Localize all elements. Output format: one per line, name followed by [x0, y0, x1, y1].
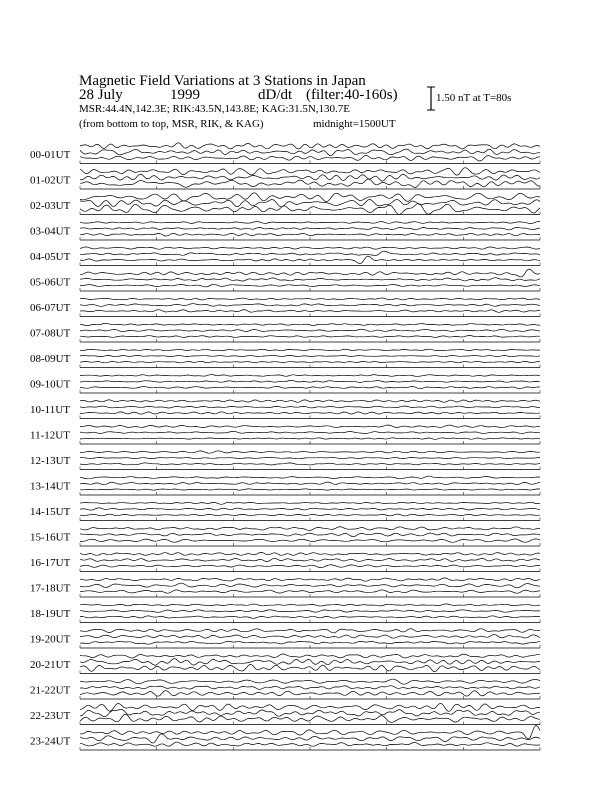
row-label: 20-21UT	[30, 659, 71, 671]
row-label: 09-10UT	[30, 378, 71, 391]
row-label: 15-16UT	[30, 531, 71, 544]
station-trace-RIK	[80, 482, 540, 485]
station-trace-KAG	[80, 400, 540, 402]
row-label: 13-14UT	[30, 480, 71, 493]
row-label: 16-17UT	[30, 557, 71, 569]
station-trace-KAG	[80, 703, 540, 711]
station-trace-MSR	[80, 233, 540, 236]
station-trace-KAG	[80, 143, 540, 149]
station-trace-KAG	[80, 476, 540, 479]
station-trace-KAG	[80, 552, 540, 555]
station-trace-KAG	[80, 349, 540, 351]
station-trace-RIK	[80, 610, 540, 613]
station-trace-MSR	[80, 742, 540, 746]
station-trace-RIK	[80, 431, 540, 433]
station-trace-KAG	[80, 578, 540, 581]
station-trace-MSR	[80, 691, 540, 697]
traces-layer	[80, 143, 540, 747]
station-trace-MSR	[80, 565, 540, 568]
station-trace-KAG	[80, 502, 540, 504]
row-label: 01-02UT	[30, 174, 71, 187]
row-label: 18-19UT	[30, 608, 71, 620]
station-trace-RIK	[80, 457, 540, 458]
row-label: 14-15UT	[30, 506, 71, 518]
station-trace-KAG	[80, 425, 540, 428]
station-trace-RIK	[80, 734, 540, 743]
row-label: 00-01UT	[30, 149, 71, 161]
station-trace-RIK	[80, 304, 540, 307]
station-trace-RIK	[80, 199, 540, 206]
station-trace-RIK	[80, 251, 540, 255]
station-trace-RIK	[80, 174, 540, 181]
row-label: 17-18UT	[30, 582, 71, 595]
chart-title: Magnetic Field Variations at 3 Stations in Japan	[79, 73, 366, 89]
station-trace-RIK	[80, 406, 540, 408]
station-trace-MSR	[80, 590, 540, 593]
row-label: 07-08UT	[30, 327, 71, 340]
station-trace-MSR	[80, 336, 540, 338]
station-trace-KAG	[80, 654, 540, 658]
station-trace-RIK	[80, 149, 540, 156]
station-trace-RIK	[80, 583, 540, 588]
station-trace-MSR	[80, 514, 540, 516]
station-trace-MSR	[80, 438, 540, 440]
station-trace-KAG	[80, 375, 540, 377]
station-trace-KAG	[80, 168, 540, 175]
row-label: 04-05UT	[30, 251, 71, 263]
midnight-note: midnight=1500UT	[313, 118, 396, 130]
chart-date: 28 July	[79, 87, 123, 103]
row-label: 21-22UT	[30, 684, 71, 697]
station-trace-RIK	[80, 635, 540, 639]
row-label: 11-12UT	[30, 429, 70, 442]
station-trace-KAG	[80, 269, 540, 277]
row-label: 23-24UT	[30, 735, 71, 748]
station-trace-KAG	[80, 725, 540, 739]
filter-label: (filter:40-160s)	[306, 87, 398, 103]
station-trace-MSR	[80, 361, 540, 363]
station-trace-RIK	[80, 709, 540, 716]
chart-year: 1999	[170, 87, 200, 103]
station-trace-RIK	[80, 508, 540, 510]
station-trace-KAG	[80, 679, 540, 684]
station-trace-RIK	[80, 558, 540, 561]
row-label: 12-13UT	[30, 455, 71, 467]
station-trace-KAG	[80, 247, 540, 249]
station-trace-RIK	[80, 686, 540, 690]
row-label: 22-23UT	[30, 710, 71, 722]
station-trace-KAG	[80, 629, 540, 633]
row-label: 06-07UT	[30, 302, 71, 314]
station-trace-MSR	[80, 539, 540, 542]
station-trace-KAG	[80, 298, 540, 300]
row-label: 08-09UT	[30, 353, 71, 365]
station-trace-RIK	[80, 355, 540, 356]
scale-bar	[427, 87, 435, 110]
station-trace-MSR	[80, 412, 540, 414]
station-trace-RIK	[80, 278, 540, 281]
station-trace-MSR	[80, 284, 540, 287]
station-trace-KAG	[80, 604, 540, 606]
station-trace-MSR	[80, 489, 540, 490]
station-trace-MSR	[80, 616, 540, 619]
station-trace-RIK	[80, 659, 540, 666]
station-trace-KAG	[80, 221, 540, 223]
row-label: 10-11UT	[30, 404, 70, 416]
trace-order-note: (from bottom to top, MSR, RIK, & KAG)	[79, 118, 264, 130]
station-trace-RIK	[80, 533, 540, 537]
station-coordinates: MSR:44.4N,142.3E; RIK:43.5N,143.8E; KAG:31.5N,130.7E	[79, 103, 351, 115]
station-trace-MSR	[80, 310, 540, 313]
station-trace-KAG	[80, 193, 540, 202]
row-label: 05-06UT	[30, 276, 71, 289]
station-trace-KAG	[80, 323, 540, 325]
station-trace-RIK	[80, 227, 540, 230]
component-type: dD/dt	[258, 87, 293, 103]
station-trace-KAG	[80, 451, 540, 453]
row-label: 19-20UT	[30, 633, 71, 646]
scale-bar-label: 1.50 nT at T=80s	[436, 92, 512, 104]
station-trace-RIK	[80, 380, 540, 382]
row-labels	[30, 149, 71, 748]
station-trace-MSR	[80, 155, 540, 161]
row-label: 03-04UT	[30, 225, 71, 238]
station-trace-MSR	[80, 641, 540, 644]
row-label: 02-03UT	[30, 200, 71, 212]
station-trace-RIK	[80, 329, 540, 331]
station-trace-MSR	[80, 386, 540, 388]
station-trace-MSR	[80, 463, 540, 465]
station-trace-MSR	[80, 714, 540, 722]
station-trace-KAG	[80, 527, 540, 531]
